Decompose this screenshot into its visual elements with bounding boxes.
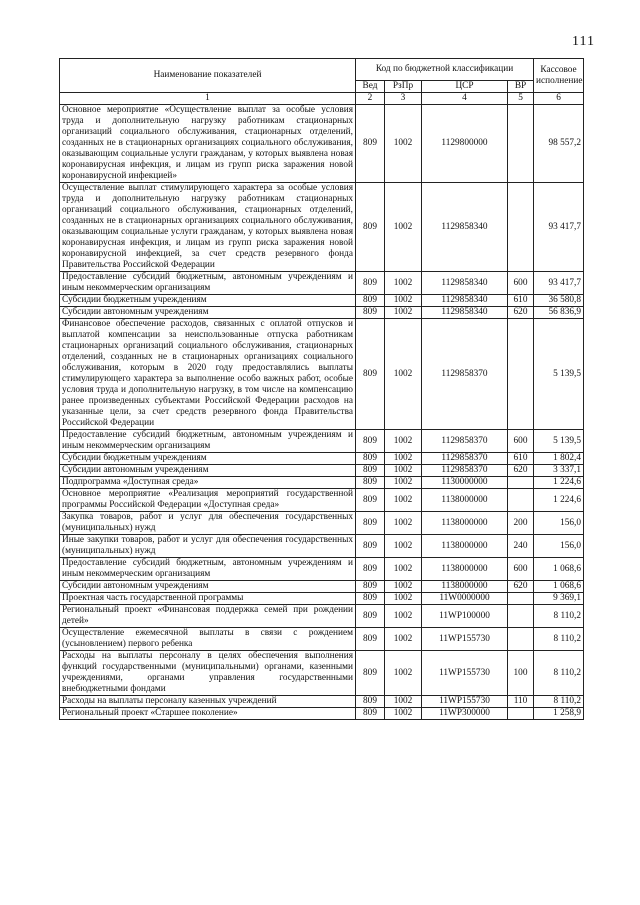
row-vr: 240 — [508, 535, 534, 558]
row-rzpr: 1002 — [385, 307, 422, 319]
row-csr: 1129858370 — [422, 453, 508, 465]
row-csr: 11WP155730 — [422, 651, 508, 696]
row-rzpr: 1002 — [385, 593, 422, 605]
row-vr: 100 — [508, 651, 534, 696]
row-name: Региональный проект «Финансовая поддержка семей при рождении детей» — [60, 605, 356, 628]
row-name: Закупка товаров, работ и услуг для обеспечения государственных (муниципальных) нужд — [60, 512, 356, 535]
row-csr: 1138000000 — [422, 489, 508, 512]
table-row — [60, 295, 584, 307]
row-vr: 200 — [508, 512, 534, 535]
row-vr: 110 — [508, 696, 534, 708]
row-vr: 600 — [508, 558, 534, 581]
row-amount: 9 369,1 — [534, 593, 584, 605]
header-rzpr: РзПр — [385, 81, 422, 93]
row-ved: 809 — [356, 319, 385, 430]
row-ved: 809 — [356, 105, 385, 183]
column-number-row — [60, 93, 584, 105]
row-rzpr: 1002 — [385, 183, 422, 272]
row-name: Финансовое обеспечение расходов, связанных с оплатой отпусков и выплатой компенсации за неиспользованные отпуска работникам стационарных организаций социального обслуживания, стационарных отделений, созданных не в стационарных организациях социального обслуживания, которым в 2020 году предоставлялись выплаты стимулирующего характера за выполнение особо важных работ, особые условия труда и дополнительную нагрузку, в том числе на компенсацию ранее произведенных субъектами Российской Федерации расходов на указанные цели, за счет средств резервного фонда Правительства Российской Федерации — [60, 319, 356, 430]
row-ved: 809 — [356, 183, 385, 272]
row-rzpr: 1002 — [385, 696, 422, 708]
row-name: Основное мероприятие «Реализация мероприятий государственной программы Российской Федерации «Доступная среда» — [60, 489, 356, 512]
row-ved: 809 — [356, 477, 385, 489]
row-amount: 1 258,9 — [534, 708, 584, 720]
table-row — [60, 465, 584, 477]
row-ved: 809 — [356, 453, 385, 465]
row-csr: 11WP155730 — [422, 696, 508, 708]
row-amount: 5 139,5 — [534, 319, 584, 430]
table-row — [60, 558, 584, 581]
row-rzpr: 1002 — [385, 105, 422, 183]
row-vr: 610 — [508, 453, 534, 465]
row-csr: 1129858370 — [422, 430, 508, 453]
row-ved: 809 — [356, 430, 385, 453]
row-rzpr: 1002 — [385, 512, 422, 535]
row-vr: 600 — [508, 272, 534, 295]
row-vr — [508, 605, 534, 628]
row-vr — [508, 105, 534, 183]
row-csr: 1138000000 — [422, 535, 508, 558]
row-ved: 809 — [356, 593, 385, 605]
row-csr: 1129800000 — [422, 105, 508, 183]
row-csr: 1129858340 — [422, 295, 508, 307]
row-vr — [508, 708, 534, 720]
row-csr: 1130000000 — [422, 477, 508, 489]
row-name: Осуществление выплат стимулирующего характера за особые условия труда и дополнительную нагрузку работникам стационарных организаций социального обслуживания, стационарных отделений, созданных не в стационарных организациях социального обслуживания, оказывающим социальные услуги гражданам, у которых выявлена новая коронавирусная инфекция, и лицам из групп риска заражения новой коронавирусной инфекцией, за счет средств резервного фонда Правительства Российской Федерации — [60, 183, 356, 272]
row-amount: 93 417,7 — [534, 183, 584, 272]
row-name: Субсидии автономным учреждениям — [60, 465, 356, 477]
row-csr: 11WP155730 — [422, 628, 508, 651]
table-row — [60, 183, 584, 272]
column-number: 3 — [385, 93, 422, 105]
row-name: Расходы на выплаты персоналу в целях обеспечения выполнения функций государственными (муниципальными) органами, казенными учреждениями, органами управления государственными внебюджетными фондами — [60, 651, 356, 696]
row-vr: 600 — [508, 430, 534, 453]
table-row — [60, 696, 584, 708]
row-amount: 1 068,6 — [534, 581, 584, 593]
row-amount: 98 557,2 — [534, 105, 584, 183]
table-row — [60, 535, 584, 558]
row-vr — [508, 477, 534, 489]
table-row — [60, 307, 584, 319]
row-amount: 1 802,4 — [534, 453, 584, 465]
row-ved: 809 — [356, 628, 385, 651]
row-vr: 620 — [508, 465, 534, 477]
row-amount: 8 110,2 — [534, 651, 584, 696]
row-name: Региональный проект «Старшее поколение» — [60, 708, 356, 720]
row-rzpr: 1002 — [385, 453, 422, 465]
table-row — [60, 477, 584, 489]
row-csr: 1129858370 — [422, 465, 508, 477]
column-number: 1 — [60, 93, 356, 105]
row-rzpr: 1002 — [385, 558, 422, 581]
column-number: 5 — [508, 93, 534, 105]
row-amount: 5 139,5 — [534, 430, 584, 453]
row-ved: 809 — [356, 558, 385, 581]
row-csr: 1129858340 — [422, 183, 508, 272]
row-csr: 1138000000 — [422, 558, 508, 581]
row-rzpr: 1002 — [385, 708, 422, 720]
table-row — [60, 453, 584, 465]
budget-table — [59, 58, 584, 720]
row-vr: 620 — [508, 581, 534, 593]
row-ved: 809 — [356, 272, 385, 295]
row-name: Иные закупки товаров, работ и услуг для обеспечения государственных (муниципальных) нужд — [60, 535, 356, 558]
row-ved: 809 — [356, 605, 385, 628]
table-row — [60, 489, 584, 512]
row-ved: 809 — [356, 489, 385, 512]
table-row — [60, 105, 584, 183]
row-vr: 610 — [508, 295, 534, 307]
row-vr — [508, 319, 534, 430]
row-amount: 36 580,8 — [534, 295, 584, 307]
row-rzpr: 1002 — [385, 628, 422, 651]
row-amount: 93 417,7 — [534, 272, 584, 295]
header-code-group: Код по бюджетной классификации — [356, 59, 534, 81]
row-amount: 156,0 — [534, 512, 584, 535]
row-amount: 1 068,6 — [534, 558, 584, 581]
row-csr: 1138000000 — [422, 581, 508, 593]
row-csr: 1129858370 — [422, 319, 508, 430]
row-amount: 8 110,2 — [534, 628, 584, 651]
row-name: Предоставление субсидий бюджетным, автономным учреждениям и иным некоммерческим организациям — [60, 272, 356, 295]
row-csr: 1129858340 — [422, 272, 508, 295]
row-vr — [508, 593, 534, 605]
row-amount: 156,0 — [534, 535, 584, 558]
table-row — [60, 430, 584, 453]
page-number: 111 — [572, 34, 595, 49]
row-name: Субсидии бюджетным учреждениям — [60, 453, 356, 465]
row-ved: 809 — [356, 535, 385, 558]
row-rzpr: 1002 — [385, 535, 422, 558]
row-amount: 3 337,1 — [534, 465, 584, 477]
table-row — [60, 651, 584, 696]
table-row — [60, 605, 584, 628]
table-row — [60, 272, 584, 295]
table-row — [60, 708, 584, 720]
row-ved: 809 — [356, 307, 385, 319]
row-name: Субсидии бюджетным учреждениям — [60, 295, 356, 307]
row-ved: 809 — [356, 651, 385, 696]
row-rzpr: 1002 — [385, 605, 422, 628]
row-csr: 11WP300000 — [422, 708, 508, 720]
table-row — [60, 628, 584, 651]
table-row — [60, 319, 584, 430]
header-ved: Вед — [356, 81, 385, 93]
row-vr: 620 — [508, 307, 534, 319]
row-amount: 8 110,2 — [534, 696, 584, 708]
header-csr: ЦСР — [422, 81, 508, 93]
column-number: 2 — [356, 93, 385, 105]
row-rzpr: 1002 — [385, 465, 422, 477]
row-amount: 1 224,6 — [534, 477, 584, 489]
header-execution: Кассовое исполнение — [534, 59, 584, 93]
row-csr: 11WP100000 — [422, 605, 508, 628]
row-rzpr: 1002 — [385, 295, 422, 307]
row-amount: 8 110,2 — [534, 605, 584, 628]
row-amount: 56 836,9 — [534, 307, 584, 319]
row-ved: 809 — [356, 708, 385, 720]
row-ved: 809 — [356, 696, 385, 708]
row-name: Осуществление ежемесячной выплаты в связи с рождением (усыновлением) первого ребенка — [60, 628, 356, 651]
row-vr — [508, 628, 534, 651]
row-rzpr: 1002 — [385, 489, 422, 512]
row-name: Основное мероприятие «Осуществление выплат за особые условия труда и дополнительную нагрузку работникам стационарных организаций социального обслуживания, стационарных отделений, созданных не в стационарных организациях социального обслуживания, оказывающим социальные услуги гражданам, у которых выявлена новая коронавирусная инфекция, и лицам из групп риска заражения новой коронавирусной инфекцией» — [60, 105, 356, 183]
row-rzpr: 1002 — [385, 651, 422, 696]
row-rzpr: 1002 — [385, 272, 422, 295]
row-name: Субсидии автономным учреждениям — [60, 581, 356, 593]
row-csr: 1129858340 — [422, 307, 508, 319]
row-ved: 809 — [356, 512, 385, 535]
row-name: Подпрограмма «Доступная среда» — [60, 477, 356, 489]
row-csr: 11W0000000 — [422, 593, 508, 605]
row-rzpr: 1002 — [385, 477, 422, 489]
table-row — [60, 581, 584, 593]
row-rzpr: 1002 — [385, 319, 422, 430]
column-number: 6 — [534, 93, 584, 105]
row-name: Предоставление субсидий бюджетным, автономным учреждениям и иным некоммерческим организациям — [60, 558, 356, 581]
row-rzpr: 1002 — [385, 430, 422, 453]
row-name: Предоставление субсидий бюджетным, автономным учреждениям и иным некоммерческим организациям — [60, 430, 356, 453]
row-name: Субсидии автономным учреждениям — [60, 307, 356, 319]
row-amount: 1 224,6 — [534, 489, 584, 512]
row-ved: 809 — [356, 581, 385, 593]
row-vr — [508, 489, 534, 512]
row-name: Расходы на выплаты персоналу казенных учреждений — [60, 696, 356, 708]
row-name: Проектная часть государственной программы — [60, 593, 356, 605]
table-row — [60, 512, 584, 535]
row-csr: 1138000000 — [422, 512, 508, 535]
column-number: 4 — [422, 93, 508, 105]
table-row — [60, 593, 584, 605]
header-name: Наименование показателей — [60, 59, 356, 93]
header-vr: ВР — [508, 81, 534, 93]
row-vr — [508, 183, 534, 272]
row-rzpr: 1002 — [385, 581, 422, 593]
row-ved: 809 — [356, 295, 385, 307]
row-ved: 809 — [356, 465, 385, 477]
